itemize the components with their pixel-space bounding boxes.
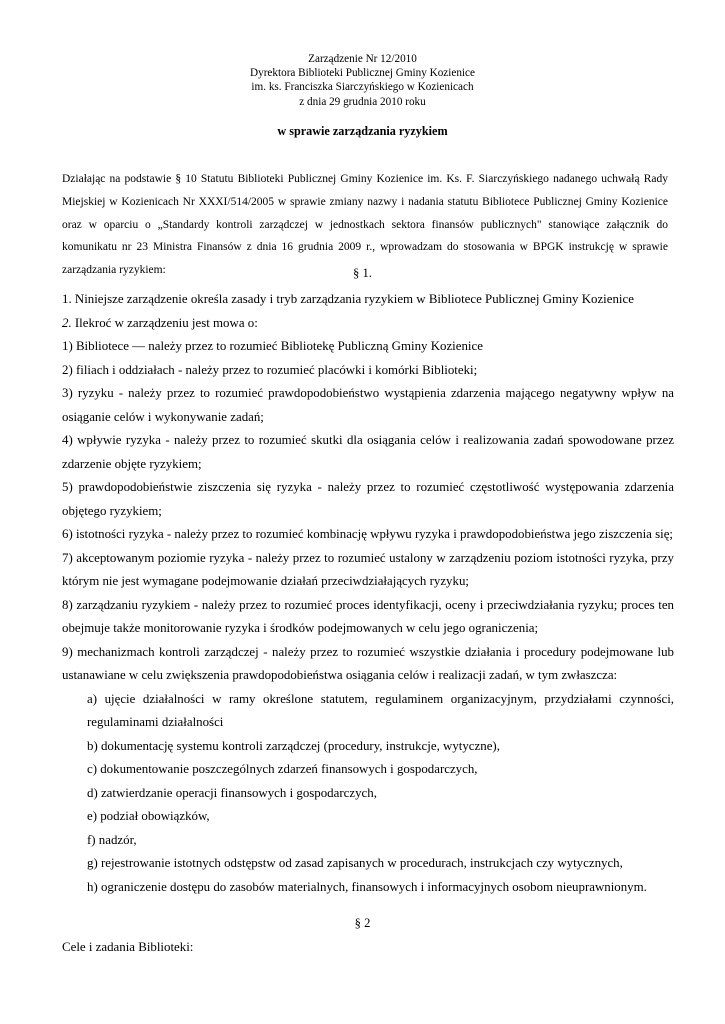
mechanism-c: c) dokumentowanie poszczególnych zdarzeń finansowych i gospodarczych, <box>87 762 478 776</box>
section-2-heading: § 2 <box>354 916 371 930</box>
section-1-heading: § 1. <box>353 266 372 280</box>
intro-paragraph <box>62 168 668 282</box>
mechanism-b: b) dokumentację systemu kontroli zarządczej (procedury, instrukcje, wytyczne), <box>87 738 500 753</box>
document-body <box>62 288 674 899</box>
mechanism-h: h) ograniczenie dostępu do zasobów materialnych, finansowych i informacyjnych osobom nieuprawnionym. <box>87 879 647 894</box>
definition-9: 9) mechanizmach kontroli zarządczej - należy przez to rozumieć wszystkie działania i procedury podejmowane lub ustanawiane w celu zwiększenia prawdopodobieństwa osiągania celów i realizacji zadań, w tym zwłaszcza: <box>62 644 674 682</box>
document-subject: w sprawie zarządzania ryzykiem <box>277 124 448 138</box>
intro-text: Działając na podstawie § 10 Statutu Biblioteki Publicznej Gminy Kozienice im. Ks. F. Siarczyńskiego nadanego uchwałą Rady Miejskiej w Kozienicach Nr XXXI/514/2005 w sprawie zmiany nazwy i nadania statutu Bibliotece Publicznej Gminy Kozienice oraz w oparciu o „Standardy kontroli zarządczej w jednostkach sektora finansów publicznych" stanowiące załącznik do komunikatu nr 23 Ministra Finansów z dnia 16 grudnia 2009 r., wprowadzam do stosowania w BPGK instrukcję w sprawie zarządzania ryzykiem: <box>62 173 668 277</box>
mechanism-f: f) nadzór, <box>87 832 137 847</box>
header-issuer: Dyrektora Biblioteki Publicznej Gminy Kozienice <box>250 67 475 80</box>
header-patron: im. ks. Franciszka Siarczyńskiego w Kozienicach <box>251 81 474 94</box>
document-header <box>0 52 725 109</box>
definition-1: 1) Bibliotece — należy przez to rozumieć Bibliotekę Publiczną Gminy Kozienice <box>62 339 483 353</box>
definition-7: 7) akceptowanym poziomie ryzyka - należy przez to rozumieć ustalony w zarządzeniu poziom istotności ryzyka, przy którym nie jest wymagane podejmowanie działań przeciwdziałających ryzyku; <box>62 550 674 588</box>
mechanism-e: e) podział obowiązków, <box>87 809 210 823</box>
definition-2: 2) filiach i oddziałach - należy przez to rozumieć placówki i komórki Biblioteki; <box>62 362 478 377</box>
definition-6: 6) istotności ryzyka - należy przez to rozumieć kombinację wpływu ryzyka i prawdopodobieństwa jego ziszczenia się; <box>62 527 674 541</box>
item-2 <box>62 312 674 336</box>
definition-8: 8) zarządzaniu ryzykiem - należy przez to rozumieć proces identyfikacji, oceny i przeciwdziałania ryzyku; proces ten obejmuje także monitorowanie ryzyka i środków podejmowanych w celu jego ograniczenia; <box>62 597 674 635</box>
header-title: Zarządzenie Nr 12/2010 <box>308 53 417 65</box>
item-2-number: 2. <box>62 315 72 330</box>
mechanism-d: d) zatwierdzanie operacji finansowych i gospodarczych, <box>87 785 377 800</box>
mechanism-g: g) rejestrowanie istotnych odstępstw od zasad zapisanych w procedurach, instrukcjach czy wytycznych, <box>87 856 623 870</box>
definition-5: 5) prawdopodobieństwie ziszczenia się ryzyka - należy przez to rozumieć częstotliwość występowania zdarzenia objętego ryzykiem; <box>62 480 674 518</box>
mechanism-a: a) ujęcie działalności w ramy określone statutem, regulaminem organizacyjnym, przydziałami czynności, regulaminami działalności <box>87 691 674 729</box>
header-date: z dnia 29 grudnia 2010 roku <box>299 95 426 108</box>
definition-3: 3) ryzyku - należy przez to rozumieć prawdopodobieństwo wystąpienia zdarzenia mającego negatywny wpływ na osiąganie celów i wykonywanie zadań; <box>62 386 674 424</box>
goals-heading: Cele i zadania Biblioteki: <box>62 940 194 954</box>
item-2-text: Ilekroć w zarządzeniu jest mowa o: <box>71 315 258 330</box>
item-1: 1. Niniejsze zarządzenie określa zasady i tryb zarządzania ryzykiem w Bibliotece Publicznej Gminy Kozienice <box>62 292 634 306</box>
definition-4: 4) wpływie ryzyka - należy przez to rozumieć skutki dla osiągania celów i realizowania zadań spowodowane przez zdarzenie objęte ryzykiem; <box>62 433 674 471</box>
